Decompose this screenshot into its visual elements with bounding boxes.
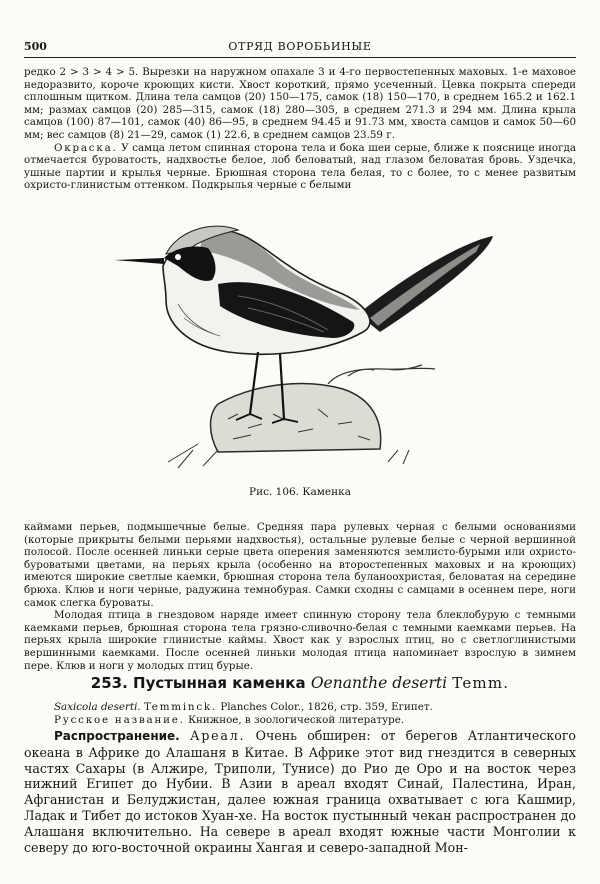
- running-title: ОТРЯД ВОРОБЬИНЫЕ: [228, 40, 372, 53]
- text-block-top: [24, 66, 576, 192]
- wheatear-drawing: [108, 214, 500, 474]
- synonym-author: Temminck.: [143, 701, 218, 713]
- coloration-label: Окраска.: [54, 141, 118, 154]
- paragraph-coloration: [24, 142, 576, 192]
- paragraph-morphometry: редко 2 > 3 > 4 > 5. Вырезки на наружном опахале 3 и 4-го первостепенных маховых. 1-е маховое недоразвито, короче кроющих кисти. Хвост короткий, прямо усеченный. Цевка покрыта спереди сплошным щитком. Длина тела самцов (20) 150—175, самок (18) 150—170, в среднем 165.2 и 162.1 мм; размах самцов (20) 285—315, самок (18) 280—305, в среднем 271.3 и 294 мм. Длина крыла самцов (100) 87—101, самок (40) 86—95, в среднем 94.45 и 91.73 мм, хвоста самцов и самок 50—60 мм; вес самцов (8) 21—29, самок (1) 22.6, в среднем самцов 23.59 г.: [24, 66, 576, 141]
- areal-label: Ареал.: [189, 728, 246, 743]
- distribution-text: Очень обширен: от берегов Атлантического океана в Африке до Алашаня в Китае. В Африке этот вид гнездится в северных частях Сахары (в Алжире, Триполи, Тунисе) до Рио де Оро и на восток через нижний Египет до Нубии. В Азии в ареал входят Синай, Палестина, Иран, Афганистан и Белуджистан, далее южная граница охватывает с юга Кашмир, Ладак и Тибет до истоков Хуан-хе. На восток пустынный чекан распространен до Алашаня включительно. На севере в ареал входят южные части Монголии к северу до юго-восточной окраины Хангая и северо-западной Мон-: [24, 728, 577, 855]
- russian-name-text: Книжное, в зоологической литературе.: [188, 713, 405, 726]
- figure-bird-illustration: [108, 214, 500, 474]
- synonym-reference: Planches Color., 1826, стр. 359, Египет.: [220, 701, 433, 713]
- paragraph-distribution: [24, 728, 576, 855]
- species-heading: [0, 674, 600, 692]
- species-number: 253.: [90, 674, 128, 692]
- text-block-distribution: [24, 728, 576, 855]
- species-author: Temm.: [452, 674, 510, 692]
- paragraph-juvenile: Молодая птица в гнездовом наряде имеет спинную сторону тела блеклобурую с темными каемками перьев, брюшная сторона тела грязно-сливочно-белая с темными каемками перьев. На перьях крыла широкие глинистые каймы. Хвост как у взрослых птиц, но с светлоглинистыми вершинными каемками. После осенней линьки молодая птица напоминает взрослую в зимнем пере. Клюв и ноги у молодых птиц бурые.: [24, 609, 576, 672]
- figure-caption: Рис. 106. Каменка: [249, 486, 351, 498]
- synonymy-block: [24, 701, 576, 726]
- synonym-line: [24, 701, 576, 714]
- synonym-latin: Saxicola deserti.: [54, 701, 141, 713]
- paragraph-coloration-continued: каймами перьев, подмышечные белые. Средняя пара рулевых черная с белыми основаниями (которые прикрыты белыми перьями надхвостья), остальные рулевые белые с черной вершинной полосой. После осенней линьки серые цвета оперения заменяются землисто-бурыми или охристо-буроватыми цветами, на перьях крыла (особенно на второстепенных маховых и на кроющих) имеются широкие светлые каемки, брюшная сторона тела буланоохристая, беловатая на середине брюха. Клюв и ноги черные, радужина темнобурая. Самки сходны с самцами в осеннем пере, ноги самок слегка буроваты.: [24, 521, 576, 609]
- species-name-latin: Oenanthe deserti: [310, 674, 448, 692]
- coloration-text: У самца летом спинная сторона тела и бока шеи серые, ближе к пояснице иногда отмечается буроватость, надхвостье белое, лоб беловатый, над глазом беловатая бровь. Уздечка, ушные партии и крылья черные. Брюшная сторона тела белая, то с более, то с менее развитым охристо-глинистым оттенком. Подкрылья черные с белыми: [24, 141, 576, 192]
- page-number: 500: [24, 40, 47, 53]
- russian-name-label: Русское название.: [54, 713, 185, 726]
- header-rule: [24, 57, 576, 58]
- species-name-russian: Пустынная каменка: [133, 674, 306, 692]
- distribution-heading: Распространение.: [54, 729, 180, 743]
- russian-name-line: [24, 714, 576, 727]
- text-block-middle: [24, 521, 576, 672]
